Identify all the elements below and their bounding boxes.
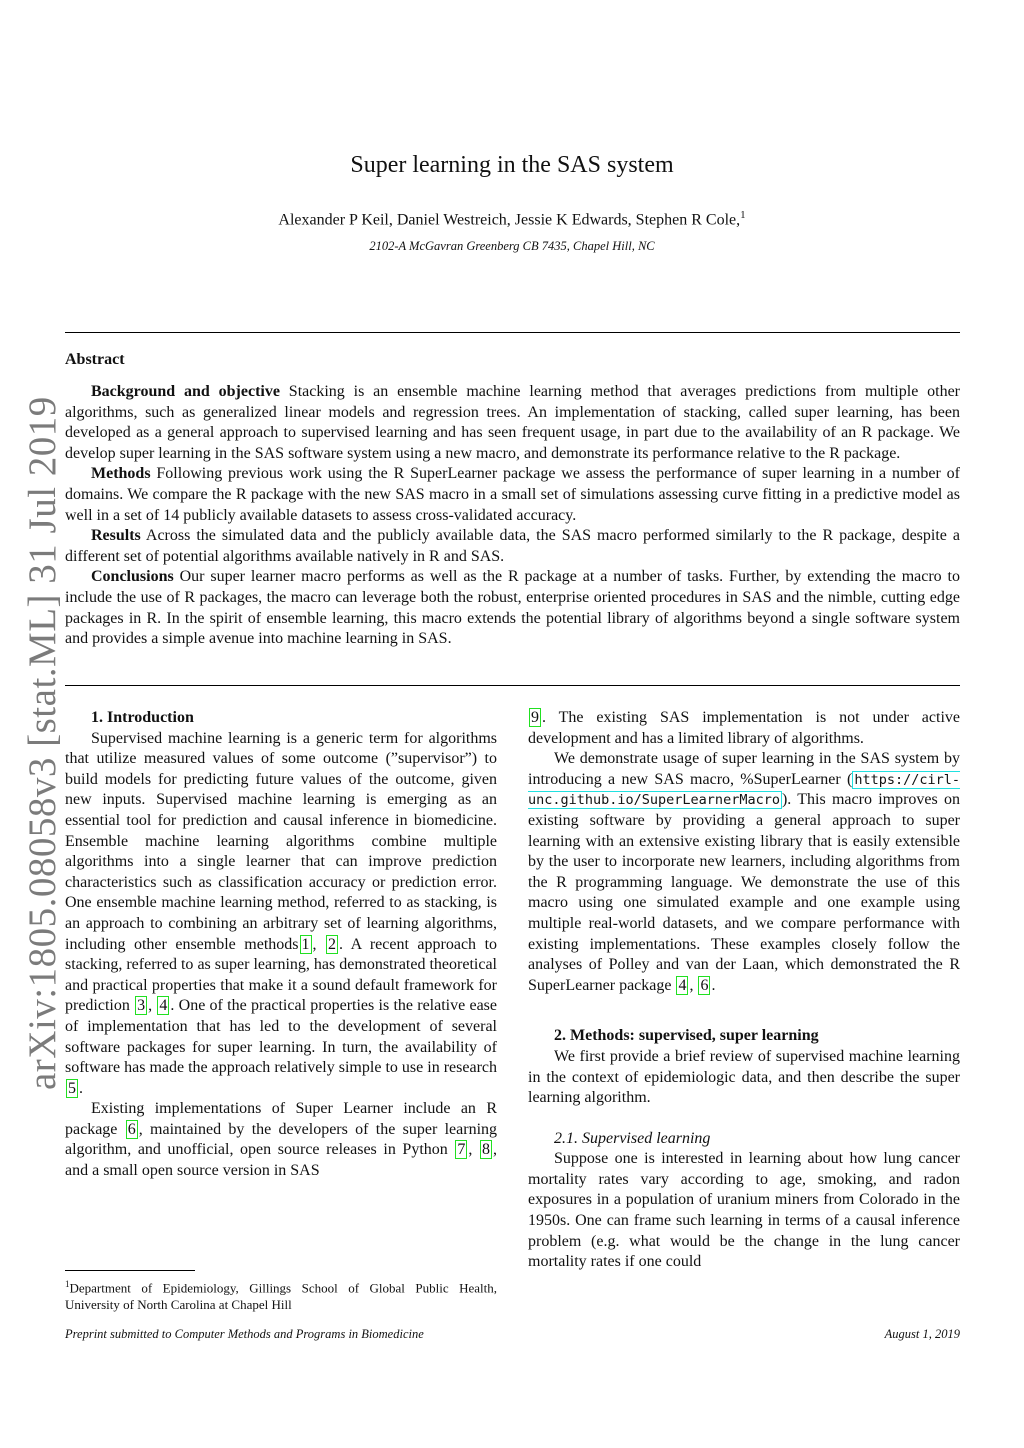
citation-link[interactable]: 7 [457,1141,466,1159]
citation-link[interactable]: 3 [137,997,146,1015]
footnote-mark: 1 [65,1279,70,1289]
abstract-body [65,382,960,650]
abstract-heading: Abstract [65,351,125,368]
abstract-methods-text: Following previous work using the R SuperLearner package we assess the performance of super learning in a number of domains. We compare the R package with the new SAS macro in a small set of simulations assessing curve fitting in a predictive model as well in a set of 14 publicly available datasets to assess cross-validated accuracy. [65,465,960,524]
abstract-top-rule [65,332,960,333]
footnote-rule [65,1270,195,1271]
right-column [528,708,960,1273]
macro-url-link[interactable]: https://cirl-unc.github.io/SuperLearnerMacro [528,771,960,809]
text-run: . A recent approach to stacking, referred to as super learning, has demonstrated theoretical and practical properties that make it a sound default framework for prediction [65,935,498,1015]
abstract-results [65,526,960,567]
intro-paragraph-3: We demonstrate usage of super learning in the SAS system by introducing a new SAS macro, %SuperLearner ( https://cirl-unc.github.io/SuperLearnerMacro ). This macro improves on existing software by providing a general approach to super learning with an extensive existing library that is easily extensible by the user to incorporate new learners, including algorithms from the R programming language. We demonstrate the use of this macro using one simulated example and one example using multiple real-world datasets, and we compare performance with existing implementations. These examples closely follow the analyses of Polley and van der Laan, which demonstrated the R SuperLearner package 4 , 6 . [528,750,960,994]
methods-paragraph-2: Suppose one is interested in learning about how lung cancer mortality rates vary according to age, smoking, and radon exposures in a population of uranium miners from Colorado in the 1950s. One can frame such learning in terms of a causal inference problem (e.g. what would be the change in the lung cancer mortality rates if one could [528,1150,960,1271]
abstract-conclusions-text: Our super learner macro performs as well as the R package at a number of tasks. Further, by extending the macro to include the use of R packages, the macro can leverage both the robust, enterprise oriented procedures in SAS and the nimble, cutting edge packages in R. In the spirit of ensemble learning, this macro extends the potential library of algorithms beyond a single software system and provides a simple avenue into machine learning in SAS. [65,568,960,648]
section-heading-introduction: 1. Introduction [91,709,194,726]
arxiv-identifier: arXiv:1805.08058v3 [stat.ML] 31 Jul 2019 [21,396,64,1090]
text-run: Supervised machine learning is a generic term for algorithms that utilize measured values of some outcome (”supervisor”) to build models for predicting future values of the outcome, given new inputs. Supervised machine learning is emerging as an essential tool for prediction and causal inference in biomedicine. Ensemble machine learning algorithms combine multiple algorithms into a single learner that can improve prediction characteristics such as classification accuracy or prediction error. One ensemble machine learning method, referred to as stacking, is an approach to combining an arbitrary set of learning algorithms, including other ensemble methods [65,729,497,953]
intro-paragraph-1: Supervised machine learning is a generic term for algorithms that utilize measured values of some outcome (”supervisor”) to build models for predicting future values of the outcome, given new inputs. Supervised machine learning is emerging as an essential tool for prediction and causal inference in biomedicine. Ensemble machine learning algorithms combine multiple algorithms into a single learner that can improve prediction characteristics such as classification accuracy or prediction error. One ensemble machine learning method, referred to as stacking, is an approach to combining an arbitrary set of learning algorithms, including other ensemble methods 1 , 2 . A recent approach to stacking, referred to as super learning, has demonstrated theoretical and practical properties that make it a sound default framework for prediction 3 , 4 . One of the practical properties is the relative ease of implementation that has led to the development of several software packages for super learning. In turn, the availability of software has made the approach relatively simple to use in research 5 . [65,729,498,1097]
affiliation-footnote [65,1276,497,1313]
intro-paragraph-2: Existing implementations of Super Learner include an R package 6 , maintained by the developers of the super learning algorithm, and unofficial, open source releases in Python 7 , 8 , and a small open source version in SAS [65,1100,498,1180]
citation-link[interactable]: 4 [159,997,168,1015]
preprint-footer: Preprint submitted to Computer Methods and Programs in Biomedicine [65,1327,424,1341]
abstract-background [65,382,960,464]
text-run: . [79,1079,83,1097]
abstract-bottom-rule [65,685,960,686]
text-run: ). This macro improves on existing software by providing a general approach to super learning with an extensive existing library that is easily extensible by the user to incorporate new learners, including algorithms from the R programming language. We demonstrate the use of this macro using one simulated example and one example using multiple real-world datasets, and we compare performance with existing implementations. These examples closely follow the analyses of Polley and van der Laan, which demonstrated the R SuperLearner package [528,791,960,994]
paper-title: Super learning in the SAS system [350,152,674,178]
citation-link[interactable]: 4 [678,976,687,994]
citation-link[interactable]: 6 [127,1120,136,1138]
text-run: , and a small open source version in SAS [65,1141,498,1180]
text-run: , maintained by the developers of the super learning algorithm, and unofficial, open source releases in Python [65,1120,498,1159]
section-heading-methods: 2. Methods: supervised, super learning [554,1027,819,1045]
author-affiliation-mark: 1 [740,209,746,221]
footer-date: August 1, 2019 [884,1327,960,1341]
footnote-text: Department of Epidemiology, Gillings School of Global Public Health, University of North Carolina at Chapel Hill [65,1280,497,1313]
citation-link[interactable]: 8 [482,1141,491,1159]
text-run: Existing implementations of Super Learner include an R package [65,1100,497,1138]
text-run: . [711,976,716,994]
authors-text: Alexander P Keil, Daniel Westreich, Jessie K Edwards, Stephen R Cole, [278,211,741,229]
subsection-heading-supervised-learning: 2.1. Supervised learning [554,1129,711,1147]
text-run: . One of the practical properties is the relative ease of implementation that has led to the development of several software packages for super learning. In turn, the availability of software has made the approach relatively simple to use in research [65,997,498,1077]
abstract-methods [65,464,960,526]
abstract-methods-label: Methods [91,465,151,483]
abstract-background-text: Stacking is an ensemble machine learning method that averages predictions from multiple other algorithms, such as generalized linear models and regression trees. An implementation of stacking, called super learning, has been developed as a general approach to supervised learning and has seen frequent usage, in part due to the availability of an R package. We develop super learning in the SAS software system using a new macro, and demonstrate its performance relative to the R package. [65,383,961,462]
abstract-conclusions [65,567,960,649]
text-run: We demonstrate usage of super learning in the SAS system by introducing a new SAS macro, %SuperLearner ( [528,750,960,788]
citation-link[interactable]: 6 [700,976,709,994]
abstract-results-text: Across the simulated data and the publicly available data, the SAS macro performed similarly to the R package, despite a different set of potential algorithms available natively in R and SAS. [65,527,960,565]
intro-paragraph-2-continued [528,708,960,749]
text-run: . The existing SAS implementation is not under active development and has a limited library of algorithms. [528,709,960,747]
left-column [65,708,497,1182]
methods-paragraph-1: We first provide a brief review of supervised machine learning in the context of epidemiologic data, and then describe the super learning algorithm. [528,1047,960,1107]
abstract-background-label: Background and objective [91,383,280,400]
citation-link[interactable]: 1 [301,935,310,953]
citation-link[interactable]: 2 [328,935,337,953]
author-address: 2102-A McGavran Greenberg CB 7435, Chapel Hill, NC [369,239,655,253]
abstract-results-label: Results [91,527,141,545]
citation-link[interactable]: 5 [68,1079,76,1097]
abstract-conclusions-label: Conclusions [91,568,174,586]
citation-link[interactable]: 9 [531,709,539,726]
author-list [0,209,1024,229]
